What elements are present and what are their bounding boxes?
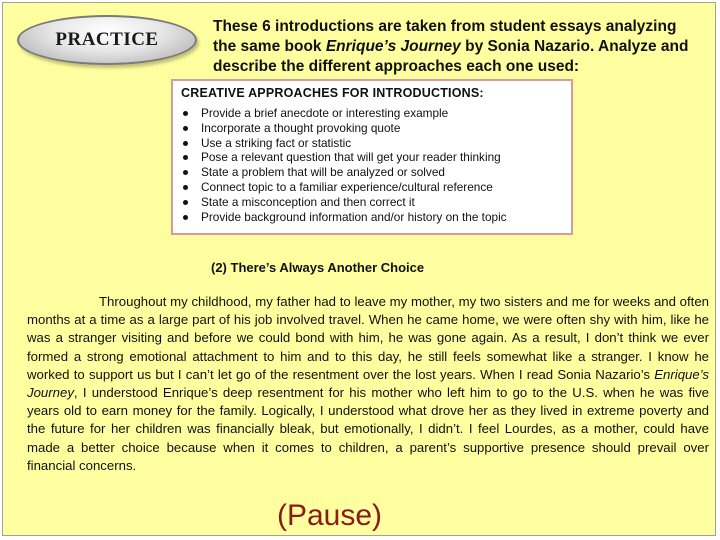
creative-approaches-heading: CREATIVE APPROACHES FOR INTRODUCTIONS: xyxy=(181,86,484,100)
list-item xyxy=(181,150,563,165)
pause-label: (Pause) xyxy=(277,499,383,532)
intro-book-title: Enrique’s Journey xyxy=(325,38,461,55)
intro-suffix: by Sonia Nazario. Analyze and describe the different approaches each one used: xyxy=(213,38,689,75)
list-item-label: Incorporate a thought provoking quote xyxy=(201,120,401,135)
creative-approaches-box xyxy=(171,79,573,235)
intro-instructions xyxy=(213,17,703,77)
list-item-label: Provide background information and/or history on the topic xyxy=(201,209,507,224)
essay-title: (2) There’s Always Another Choice xyxy=(211,260,425,275)
bullet-icon xyxy=(183,111,188,116)
essay-book-title: Enrique’s Journey xyxy=(27,366,709,401)
list-item xyxy=(181,136,563,151)
slide xyxy=(2,2,716,536)
practice-badge-label: PRACTICE xyxy=(55,29,159,50)
list-item xyxy=(181,210,563,225)
essay-paragraph xyxy=(27,293,709,475)
bullet-icon xyxy=(183,200,188,205)
list-item-label: Use a striking fact or statistic xyxy=(201,135,352,150)
list-item xyxy=(181,106,563,121)
bullet-icon xyxy=(183,126,188,131)
list-item xyxy=(181,195,563,210)
list-item-label: Connect topic to a familiar experience/cultural reference xyxy=(201,179,493,194)
essay-text-part2: , I understood Enrique’s deep resentment for his mother who left him to go to the U.S. when he was five years old to earn money for the family. Logically, I understood what drove her as they lived in extreme poverty and the future for her children was financially bleak, but emotionally, I didn’t. I feel Lourdes, as a mother, could have made a better choice because when it comes to children, a parent’s supportive presence should prevail over financial concerns. xyxy=(27,385,709,473)
list-item xyxy=(181,180,563,195)
list-item-label: Provide a brief anecdote or interesting example xyxy=(201,106,449,120)
list-item xyxy=(181,165,563,180)
bullet-icon xyxy=(183,141,188,146)
intro-prefix: These 6 introductions are taken from student essays analyzing the same book xyxy=(213,18,677,55)
bullet-icon xyxy=(183,155,188,160)
essay-text-part1: Throughout my childhood, my father had to leave my mother, my two sisters and me for weeks and often months at a time as a large part of his job involved travel. When he came home, we were often shy with him, like he was a stranger visiting and before we could bond with him, he was gone again. As a result, I don’t think we ever formed a strong emotional attachment to him and to this day, he still feels somewhat like a stranger. I know he worked to support us but I can’t let go of the resentment over the lost years. When I read Sonia Nazario’s xyxy=(27,294,709,382)
bullet-icon xyxy=(183,215,188,220)
bullet-icon xyxy=(183,185,188,190)
bullet-icon xyxy=(183,170,188,175)
list-item-label: State a misconception and then correct it xyxy=(201,194,415,209)
list-item-label: State a problem that will be analyzed or solved xyxy=(201,165,445,180)
list-item xyxy=(181,121,563,136)
creative-approaches-list xyxy=(181,106,563,224)
practice-badge xyxy=(17,15,197,65)
list-item-label: Pose a relevant question that will get your reader thinking xyxy=(201,150,501,165)
